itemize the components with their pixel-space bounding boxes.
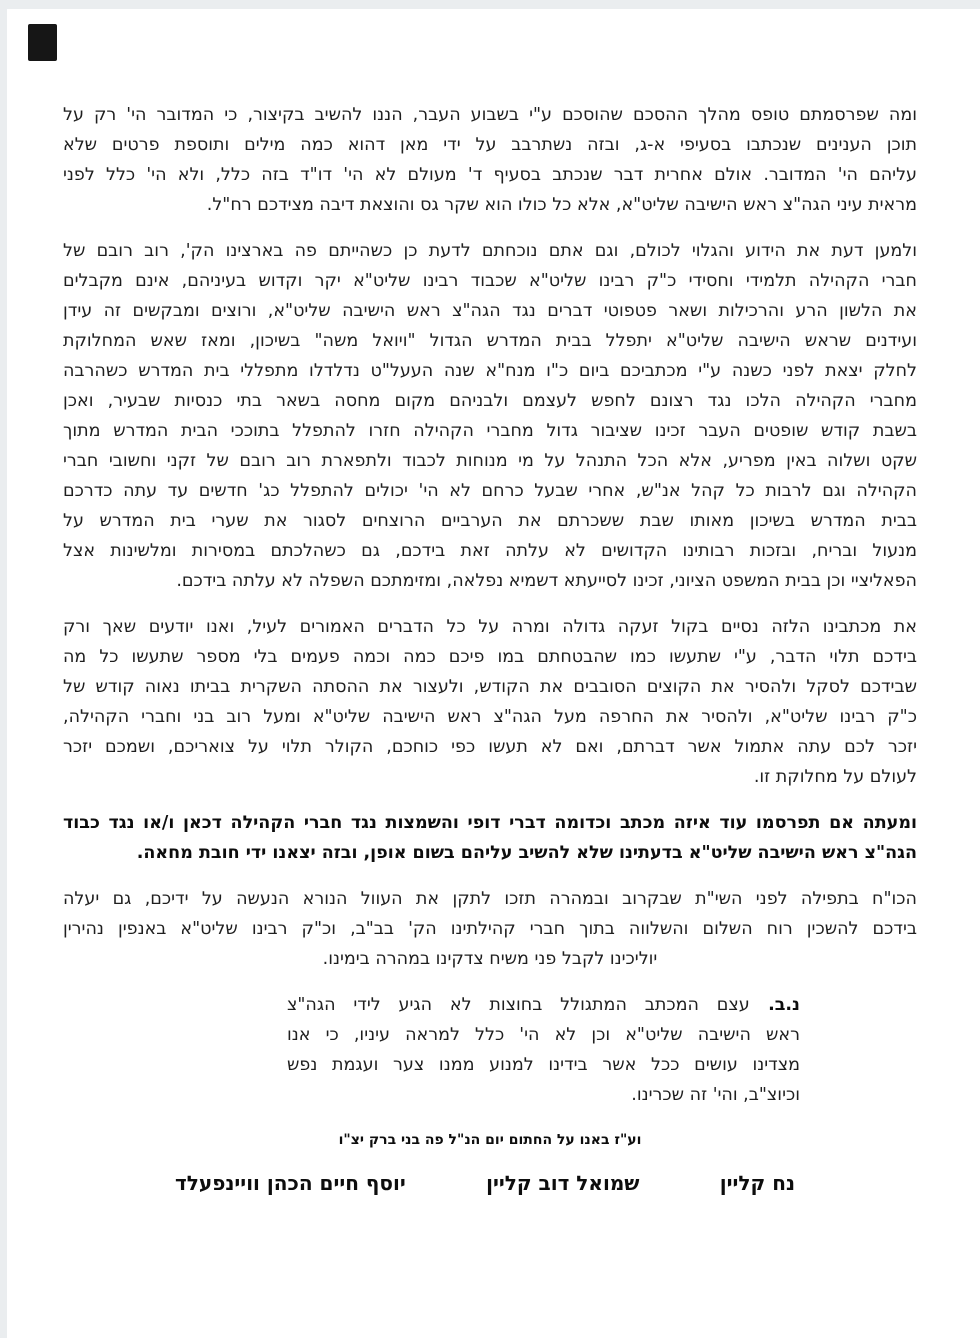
text-line: הפאליציי וכן בבית המשפט הציוני, זכינו לסייעתא דשמיא נפלאה, ומזימתכם השפלה לא עלתה בידכם. (176, 571, 917, 591)
text-line: מחברי הקהילה הלכו נגד רצונם לחפש לעצמם ולבניהם מקום מחסה בשאר בתי כנסיות שבעיר, ואכן (63, 391, 917, 411)
text-line: יזכר לכם עתה אתמול אשר דברתם, ואם לא תעשו כפי כוחכם, הקולר תלוי על צואריכם, ושמכם יזכר (63, 737, 917, 757)
paragraph (63, 612, 917, 792)
text-line: לחלק יצאת לפני כשנה ע"י מכתביכם ביום כ"ו מנח"א שנה העעל"ט נדלדלו מתפללי בית המדרש כשהרבה (63, 361, 917, 381)
text-line: בשבת קודש שופטים העבר זכינו שציבור גדול מחברי הקהילה חזרו להתפלל בתוככי הבית המדרש מתוך (63, 421, 917, 441)
text-line: בבית המדרש בשיכון מאותו שבת ששכרתם את הערביים הרוצחים לסגור את שערי בית המדרש על (63, 511, 917, 531)
text-line: ומעתה אם תפרסמו עוד איזה מכתב וכדומה דברי דופי והשמצות נגד חברי הקהילה דכאן ו/או נגד כבוד (63, 813, 917, 833)
text-line: נ.ב. עצם המכתב המתגולל בחוצות לא הגיע לידי הגה"צ (287, 995, 800, 1015)
text-line: שקט ושלוה באין מפריע, אלא הכל התנהל על מי מנוחות לכבוד ולתפארת רוב רובם של זקני וחשובי חברי (63, 451, 917, 471)
text-line: ראש הישיבה שליט"א וכן לא הי' כלל למראה עיניו, כי אנו (287, 1025, 800, 1045)
text-line: כ"ק רבינו שליט"א, ולהסיר את החרפה מעל הגה"צ ראש הישיבה שליט"א ומעל רוב בני וחברי הקהילה, (63, 707, 917, 727)
paragraph (63, 100, 917, 220)
text-line: יוליכינו לקבל פני משיח צדקינו במהרה בימינו. (322, 949, 658, 969)
text-line: ועידנים שראש הישיבה שליט"א יתפלל בבית המדרש הגדול "ויואל משה" בשיכון, ומאז שאש המחלוקת (63, 331, 917, 351)
postscript-label: נ.ב. (749, 995, 800, 1015)
text-line: לעולם על מחלוקת זו. (753, 767, 917, 787)
text-line: בידכם תלוי הדבר, ע"י שתעשו כמו שהבטחתם במו פיכם כמה וכמה פעמים בלי מספר שתעשו כל מה (63, 647, 917, 667)
text-line: וכיוצ"ב, והי' זה שכרינו. (631, 1085, 800, 1105)
text-line: את הלשון הרע והרכילות ושאר פטפוטי דברים נגד הגה"צ ראש הישיבה שליט"א, ורוצים ומבקשים זה עידן (63, 301, 917, 321)
signature-name: שמואל דוב קליין (486, 1171, 640, 1195)
page-left-edge (0, 0, 7, 1338)
text-line: מצדינו עושים ככל אשר בידינו למנוע ממנו צער ועגמת נפש (287, 1055, 800, 1075)
paragraph (63, 808, 917, 868)
postscript-paragraph (287, 990, 800, 1110)
scan-ink-mark (28, 24, 57, 61)
text-line: ומה שפרסמתם טופס מהלך ההסכם שהוסכם ע"י בשבוע העבר, הננו להשיב בקיצור, כי המדובר הי' רק על (63, 105, 917, 125)
text-line: מנעול ובריח, ובזכות רבותינו הקדושים לא עלתה זאת בידכם, גם כשהלכתם במסירות ומלשינות אצל (63, 541, 917, 561)
paragraph (63, 884, 917, 974)
page-top-edge (0, 0, 980, 9)
text-line: עליהם הי' המדובר. אולם אחרית דבר שנכתב בסעיף ד' מעולם לא הי' דו"ד בזה כלל, ולא הי' כלל לפני (63, 165, 917, 185)
text-line: תוכן הענינים שנכתבו בסעיפי א-ג, ובזה נשתרבב על ידי מאן דהוא כמה מילים ותוספת פרטים שלא (63, 135, 917, 155)
text-line: חברי הקהילה תלמידי וחסידי כ"ק רבינו שליט"א שכבוד רבינו שליט"א יקר וקדוש בעיניהם, אינם מקבלים (63, 271, 917, 291)
text-line: את מכתבינו הלזה נסיים בקול זעקה גדולה ומרה על כל הדברים האמורים לעיל, ואנו יודעים שאך ורק (63, 617, 917, 637)
paragraph (63, 236, 917, 596)
text-line: שבידכם לסקל ולהסיר את הקוצים הסובבים את הקודש, ולעצור את ההסתה השקרית בביתו נאוה קודש של (63, 677, 917, 697)
document-text (63, 100, 917, 1198)
text-line: ולמען דעת את הידוע והגלוי לכולם, וגם אתם נוכחתם לדעת כן כשהייתם פה בארצינו הק', רוב רובם של (63, 241, 917, 261)
text-line: הקהילה וגם לרבות כל קהל אנ"ש, אחרי שבעל כרחם לא הי' יכולים להתפלל כג' חדשים עד עתה כדרכם (63, 481, 917, 501)
text-line: בידכם להשכין רוח השלום והשלווה בתוך חברי קהילתינו הק' בב"ב, וכ"ק רבינו שליט"א באנפין נהירין (63, 919, 917, 939)
signatures-row (63, 1168, 917, 1198)
signature-name: נח קליין (719, 1171, 795, 1195)
attestation-line: וע"ז באנו על החתום יום הנ"ל פה בני ברק יצ"ו (338, 1132, 642, 1148)
text-line: מראית עיני הגה"צ ראש הישיבה שליט"א, אלא כל כולו הוא שקר גס והוצאת דיבה מצידכם רח"ל. (206, 195, 917, 215)
text-line: הגה"צ ראש הישיבה שליט"א בדעתינו שלא להשיב עליהם בשום אופן, ובזה יצאנו ידי חובת מחאה. (136, 843, 917, 863)
text-line: הכו"ח בתפילה לפני השי"ת שבקרוב ובמהרה תזכו לתקן את העוול הנורא הנעשה על ידיכם, גם יעלה (63, 889, 917, 909)
signature-name: יוסף חיים הכהן וויינפעלד (175, 1171, 406, 1195)
